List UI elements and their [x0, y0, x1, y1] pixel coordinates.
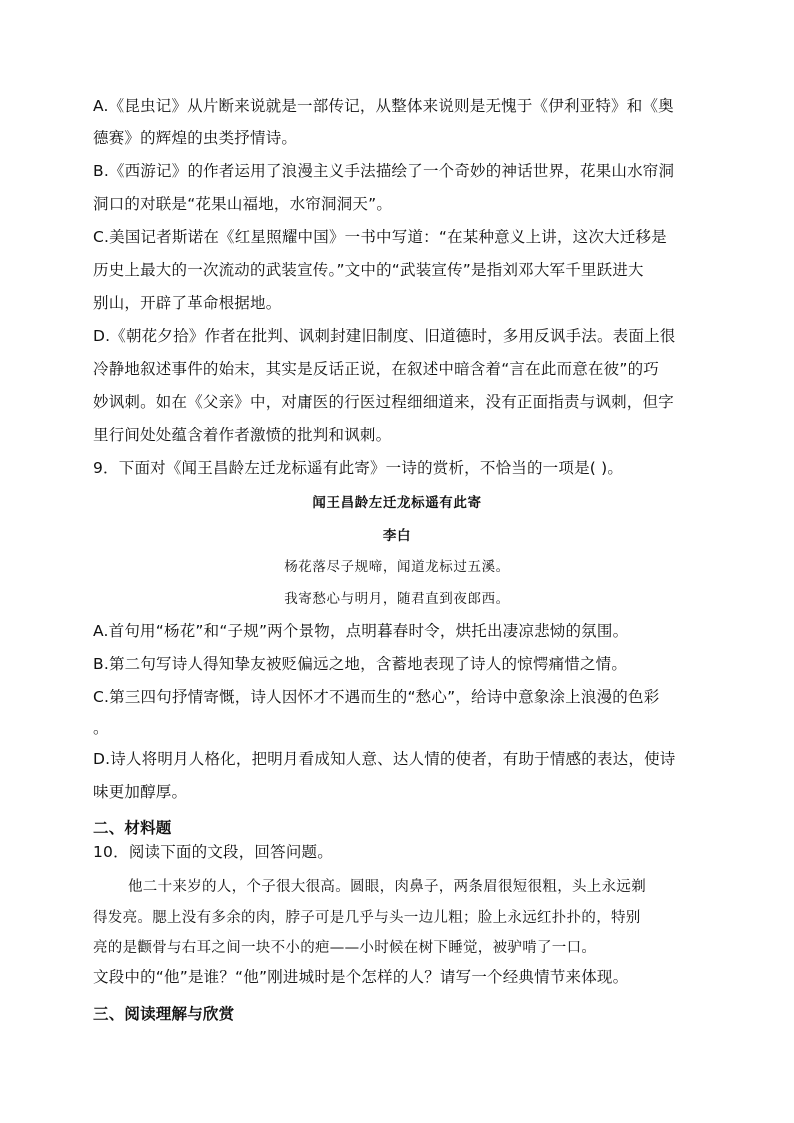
q10-question: 文段中的“他”是谁？“他”刚进城时是个怎样的人？请写一个经典情节来体现。	[93, 968, 629, 986]
q8-option-b-line-1: B.《西游记》的作者运用了浪漫主义手法描绘了一个奇妙的神话世界，花果山水帘洞	[93, 162, 675, 180]
passage-line-3: 亮的是颧骨与右耳之间一块不小的疤——小时候在树下睡觉，被驴啃了一口。	[93, 940, 597, 956]
poem-line-2: 我寄愁心与明月，随君直到夜郎西。	[284, 591, 510, 607]
q9-option-c-line-2: 。	[93, 719, 109, 737]
poem-title: 闻王昌龄左迁龙标遥有此寄	[312, 495, 482, 511]
q9-option-d-line-1: D.诗人将明月人格化，把明月看成知人意、达人情的使者，有助于情感的表达，使诗	[93, 750, 676, 768]
q9-option-a: A.首句用“杨花”和“子规”两个景物，点明暮春时令，烘托出凄凉悲恸的氛围。	[93, 622, 629, 640]
section-2-heading: 二、材料题	[93, 819, 172, 837]
q8-option-d-line-3: 妙讽刺。如在《父亲》中，对庸医的行医过程细细道来，没有正面指责与讽刺，但字	[93, 393, 674, 411]
passage-line-1: 他二十来岁的人，个子很大很高。圆眼，肉鼻子，两条眉很短很粗，头上永远剃	[128, 879, 646, 895]
q9-option-d-line-2: 味更加醇厚。	[93, 783, 188, 801]
section-3-heading: 三、阅读理解与欣赏	[93, 1005, 235, 1023]
q8-option-c-line-3: 别山，开辟了革命根据地。	[93, 294, 282, 312]
q8-option-d-line-2: 冷静地叙述事件的始末，其实是反话正说，在叙述中暗含着“言在此而意在彼”的巧	[93, 360, 659, 378]
passage-line-2: 得发亮。腮上没有多余的肉，脖子可是几乎与头一边儿粗；脸上永远红扑扑的，特别	[93, 910, 641, 926]
q9-option-b: B.第二句写诗人得知挚友被贬偏远之地，含蓄地表现了诗人的惊愕痛惜之情。	[93, 655, 628, 673]
q8-option-a-line-2: 德赛》的辉煌的虫类抒情诗。	[93, 129, 298, 147]
q8-option-b-line-2: 洞口的对联是“花果山福地，水帘洞洞天”。	[93, 195, 393, 213]
q8-option-c-line-1: C.美国记者斯诺在《红星照耀中国》一书中写道：“在某种意义上讲，这次大迁移是	[93, 228, 667, 246]
poem-line-1: 杨花落尽子规啼，闻道龙标过五溪。	[284, 559, 510, 575]
q8-option-a-line-1: A.《昆虫记》从片断来说就是一部传记，从整体来说则是无愧于《伊利亚特》和《奥	[93, 97, 674, 115]
q10-stem: 10．阅读下面的文段，回答问题。	[93, 843, 333, 861]
q8-option-d-line-1: D.《朝花夕拾》作者在批判、讽刺封建旧制度、旧道德时，多用反讽手法。表面上很	[93, 327, 676, 345]
q9-option-c-line-1: C.第三四句抒情寄慨，诗人因怀才不遇而生的“愁心”，给诗中意象涂上浪漫的色彩	[93, 688, 660, 706]
q8-option-c-line-2: 历史上最大的一次流动的武装宣传。”文中的“武装宣传”是指刘邓大军千里跃进大	[93, 261, 644, 279]
q8-option-d-line-4: 里行间处处蕴含着作者激愤的批判和讽刺。	[93, 426, 392, 444]
poem-author: 李白	[382, 528, 412, 544]
q9-stem: 9．下面对《闻王昌龄左迁龙标遥有此寄》一诗的赏析，不恰当的一项是( )。	[93, 459, 624, 477]
